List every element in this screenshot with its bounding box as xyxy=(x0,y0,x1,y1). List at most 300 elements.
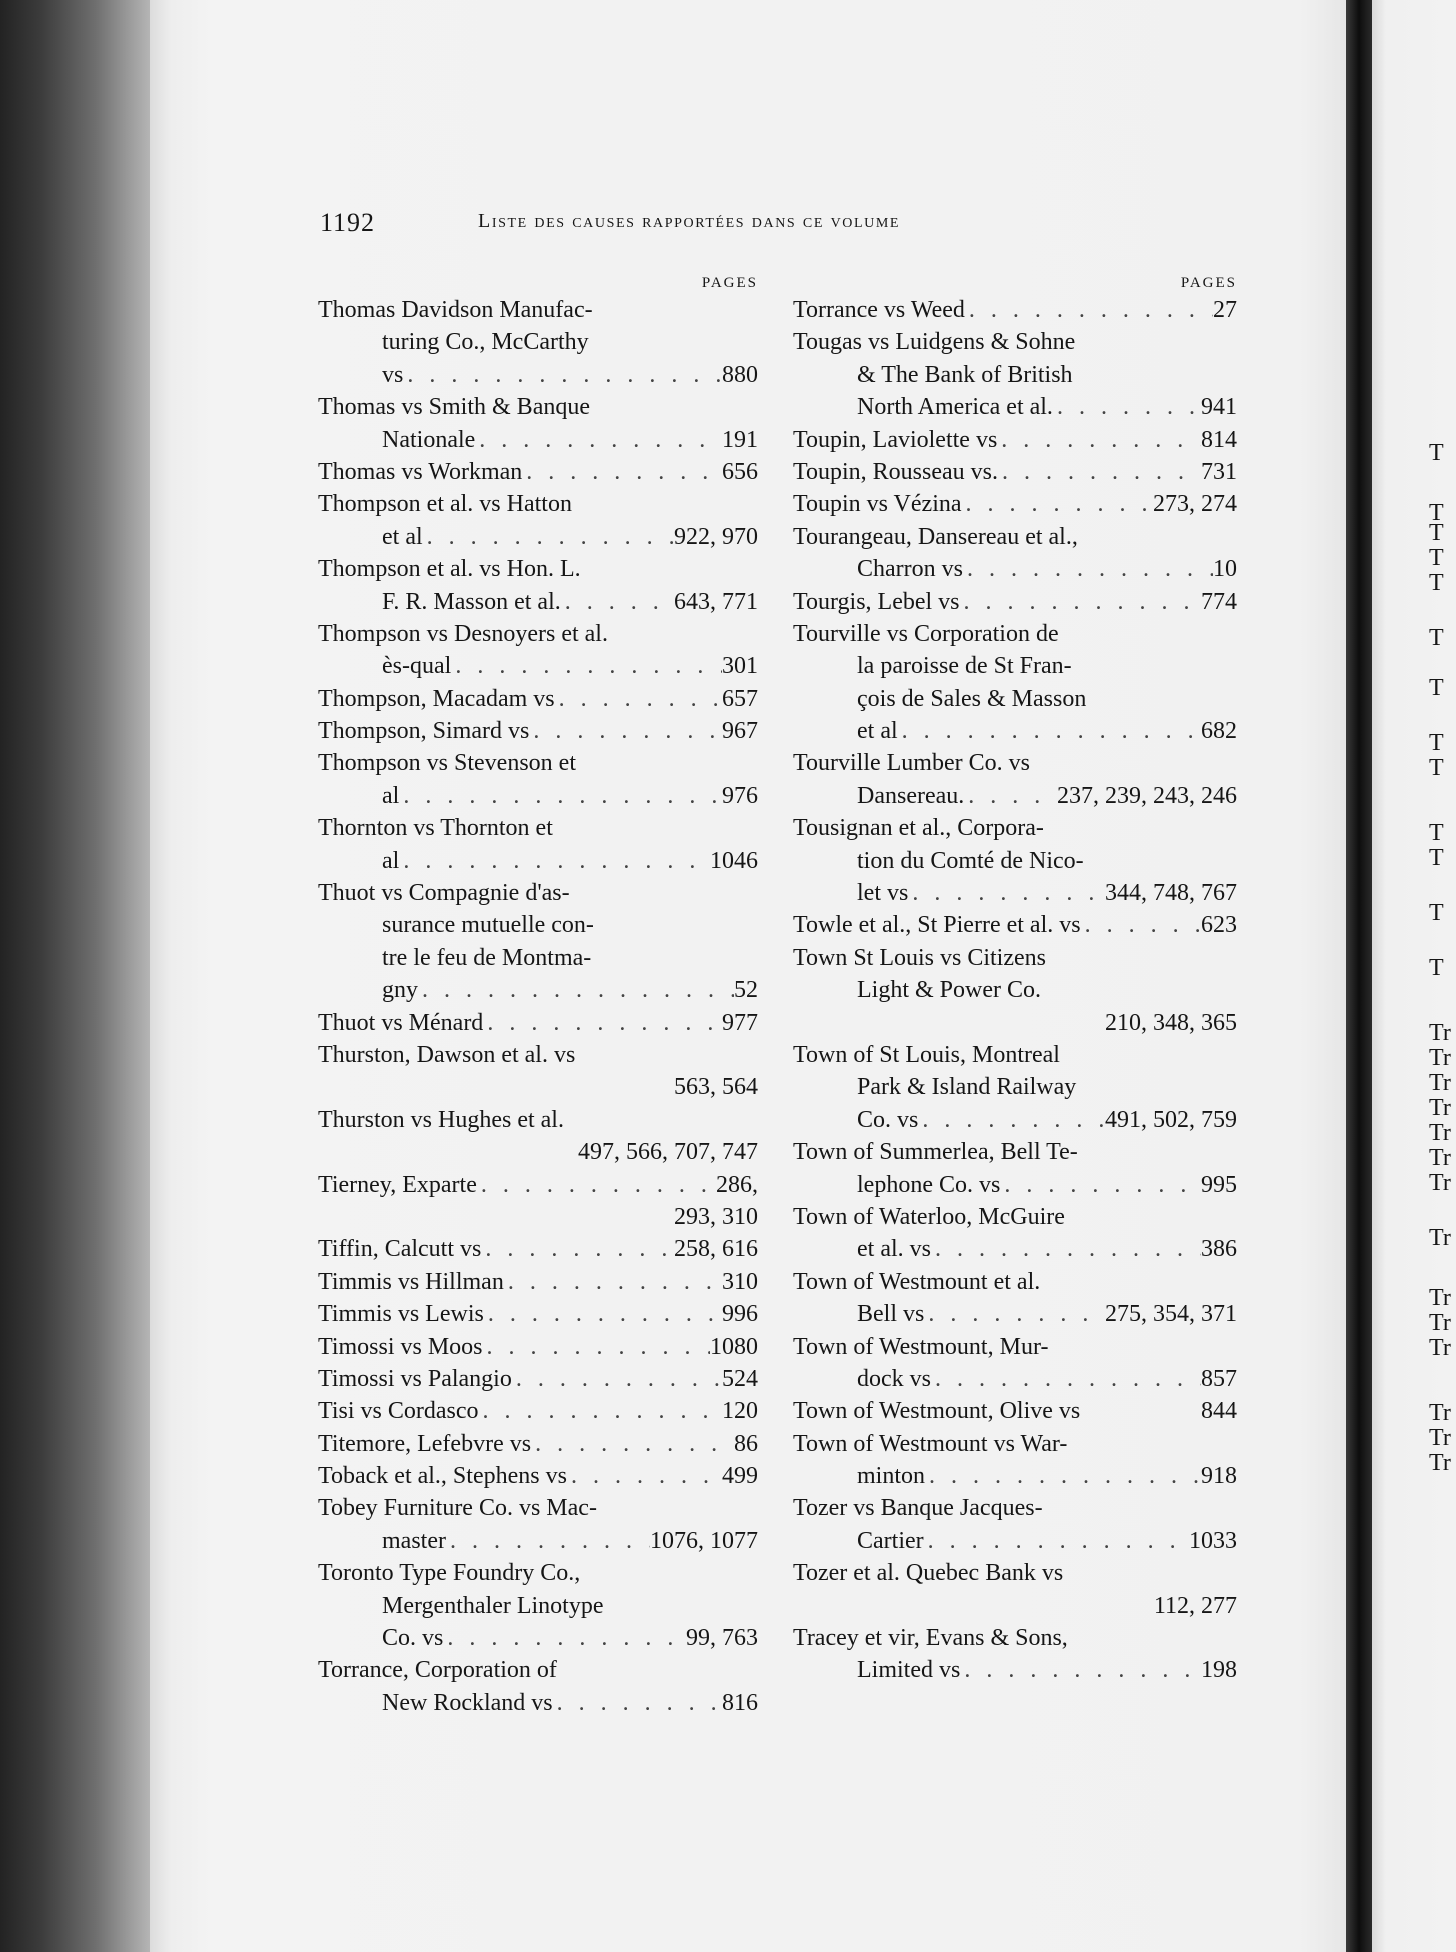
entry-title-line xyxy=(318,683,758,715)
entry-text: Nationale xyxy=(382,426,476,453)
entry-text: Thurston, Dawson et al. vs xyxy=(318,1041,576,1068)
entry-title-line xyxy=(793,294,1237,326)
entry-text: Toupin, Rousseau vs. xyxy=(793,458,998,485)
index-entry xyxy=(318,1363,758,1395)
entry-text: North America et al. xyxy=(857,394,1053,421)
index-column-left xyxy=(318,272,758,1719)
entry-text: Tousignan et al., Corpora- xyxy=(793,815,1044,842)
entry-text: Thomas vs Smith & Banque xyxy=(318,394,590,421)
entry-title-line xyxy=(318,715,758,747)
facing-page-letter: T xyxy=(1429,570,1444,596)
page-reference: 976 xyxy=(722,782,758,809)
entry-continuation-line xyxy=(318,780,758,812)
facing-page-letter: Tr xyxy=(1429,1095,1451,1121)
entry-title-line xyxy=(318,877,758,909)
index-entry xyxy=(318,391,758,456)
page-reference: 1080 xyxy=(710,1333,758,1360)
entry-text: al xyxy=(382,782,400,809)
entry-text: lephone Co. vs xyxy=(857,1171,1001,1198)
index-entry xyxy=(793,1557,1237,1622)
leader-dots xyxy=(567,1460,722,1492)
index-entry xyxy=(793,488,1237,520)
index-entry xyxy=(318,1169,758,1234)
index-entry xyxy=(318,715,758,747)
entry-text: tre le feu de Montma- xyxy=(382,944,592,971)
entry-pages-line xyxy=(793,1590,1237,1622)
entry-text: dock vs xyxy=(857,1365,931,1392)
index-entry xyxy=(793,456,1237,488)
entry-continuation-line xyxy=(793,1654,1237,1686)
entry-text: et al. vs xyxy=(857,1236,931,1263)
entry-text: al xyxy=(382,847,400,874)
entry-title-line xyxy=(793,1622,1237,1654)
entry-continuation-line xyxy=(793,877,1237,909)
entry-continuation-line xyxy=(793,1460,1237,1492)
entry-text: Toronto Type Foundry Co., xyxy=(318,1560,581,1587)
entry-text: Tourgis, Lebel vs xyxy=(793,588,960,615)
entry-title-line xyxy=(793,909,1237,941)
page-reference: 880 xyxy=(722,361,758,388)
page-reference: 275, 354, 371 xyxy=(1105,1301,1237,1328)
entry-text: Town of Westmount et al. xyxy=(793,1268,1041,1295)
entry-title-line xyxy=(318,1039,758,1071)
entry-text: Tougas vs Luidgens & Sohne xyxy=(793,329,1076,356)
facing-page-fragments xyxy=(1429,400,1456,1700)
index-entry xyxy=(318,456,758,488)
entry-title-line xyxy=(318,1654,758,1686)
leader-dots xyxy=(965,294,1213,326)
entry-text: Limited vs xyxy=(857,1657,961,1684)
entry-pages-line xyxy=(318,1071,758,1103)
entry-continuation-line xyxy=(318,650,758,682)
facing-page-letter: Tr xyxy=(1429,1020,1451,1046)
index-entry xyxy=(793,294,1237,326)
page-reference: 524 xyxy=(722,1365,758,1392)
leader-dots xyxy=(529,715,722,747)
entry-text: Tracey et vir, Evans & Sons, xyxy=(793,1625,1068,1652)
entry-text: Thompson, Macadam vs xyxy=(318,685,555,712)
entry-text: Bell vs xyxy=(857,1301,925,1328)
entry-text: Thompson, Simard vs xyxy=(318,718,530,745)
entry-title-line xyxy=(318,1266,758,1298)
entry-text: Tobey Furniture Co. vs Mac- xyxy=(318,1495,597,1522)
entry-title-line xyxy=(793,521,1237,553)
entry-title-line xyxy=(793,456,1237,488)
entry-continuation-line xyxy=(318,359,758,391)
leader-dots xyxy=(512,1363,722,1395)
leader-dots xyxy=(484,1298,722,1330)
index-entry xyxy=(318,1557,758,1654)
index-entry xyxy=(793,942,1237,1039)
facing-page-letter: Tr xyxy=(1429,1450,1451,1476)
entry-text: minton xyxy=(857,1463,926,1490)
entry-text: Timossi vs Palangio xyxy=(318,1365,512,1392)
leader-dots xyxy=(531,1428,734,1460)
entry-title-line xyxy=(793,326,1237,358)
entry-text: Thurston vs Hughes et al. xyxy=(318,1106,564,1133)
page-reference: 731 xyxy=(1201,458,1237,485)
page-reference: 258, 616 xyxy=(674,1236,758,1263)
entry-text: Dansereau. xyxy=(857,782,965,809)
leader-dots xyxy=(925,1460,1201,1492)
leader-dots xyxy=(451,650,722,682)
page-reference: 563, 564 xyxy=(674,1074,758,1101)
leader-dots xyxy=(478,1395,722,1427)
page-reference: 1033 xyxy=(1189,1527,1237,1554)
leader-dots xyxy=(504,1266,722,1298)
index-entry xyxy=(318,1395,758,1427)
leader-dots xyxy=(924,1298,1105,1330)
page-header xyxy=(320,208,1080,244)
facing-page-letter: Tr xyxy=(1429,1120,1451,1146)
leader-dots xyxy=(446,1525,650,1557)
page-reference: 857 xyxy=(1201,1365,1237,1392)
entry-continuation-line xyxy=(793,1104,1237,1136)
entry-text: gny xyxy=(382,977,418,1004)
index-entry xyxy=(318,1266,758,1298)
leader-dots xyxy=(962,488,1153,520)
page-reference: 491, 502, 759 xyxy=(1105,1106,1237,1133)
entry-text: Tourangeau, Dansereau et al., xyxy=(793,523,1078,550)
facing-page-letter: T xyxy=(1429,845,1444,871)
entry-text: Thompson vs Desnoyers et al. xyxy=(318,620,608,647)
index-entry xyxy=(793,1266,1237,1331)
entry-text: Town of Westmount vs War- xyxy=(793,1430,1068,1457)
page-reference: 210, 348, 365 xyxy=(1105,1009,1237,1036)
entry-continuation-line xyxy=(318,586,758,618)
entry-continuation-line xyxy=(793,683,1237,715)
entry-continuation-line xyxy=(793,553,1237,585)
index-entry xyxy=(318,877,758,1007)
entry-pages-line xyxy=(318,1136,758,1168)
entry-continuation-line xyxy=(318,1590,758,1622)
leader-dots xyxy=(997,424,1201,456)
index-entry xyxy=(793,909,1237,941)
index-entry xyxy=(318,1460,758,1492)
page-reference: 191 xyxy=(722,426,758,453)
entry-list-left xyxy=(318,294,758,1719)
leader-dots xyxy=(555,683,722,715)
entry-text: Light & Power Co. xyxy=(857,977,1041,1004)
entry-text: la paroisse de St Fran- xyxy=(857,653,1072,680)
entry-text: Town of Summerlea, Bell Te- xyxy=(793,1139,1078,1166)
entry-title-line xyxy=(318,488,758,520)
entry-text: Park & Island Railway xyxy=(857,1074,1077,1101)
index-entry xyxy=(318,294,758,391)
entry-continuation-line xyxy=(793,391,1237,423)
leader-dots xyxy=(1053,391,1201,423)
page-reference: 386 xyxy=(1201,1236,1237,1263)
entry-title-line xyxy=(793,1428,1237,1460)
entry-continuation-line xyxy=(318,326,758,358)
facing-page-letter: T xyxy=(1429,955,1444,981)
entry-continuation-line xyxy=(318,521,758,553)
entry-title-line xyxy=(318,1298,758,1330)
facing-page-letter: T xyxy=(1429,730,1444,756)
entry-text: Thomas Davidson Manufac- xyxy=(318,297,593,323)
entry-text: Tourville vs Corporation de xyxy=(793,620,1059,647)
entry-text: Tierney, Exparte xyxy=(318,1171,477,1198)
entry-text: Thomas vs Workman xyxy=(318,458,523,485)
entry-continuation-line xyxy=(318,845,758,877)
index-entry xyxy=(318,1039,758,1104)
facing-page-letter: T xyxy=(1429,440,1444,466)
entry-continuation-line xyxy=(793,845,1237,877)
entry-text: Timmis vs Lewis xyxy=(318,1301,484,1328)
entry-title-line xyxy=(793,586,1237,618)
entry-continuation-line xyxy=(793,359,1237,391)
entry-title-line xyxy=(318,1233,758,1265)
entry-text: Tozer vs Banque Jacques- xyxy=(793,1495,1043,1522)
index-column-right xyxy=(793,272,1237,1687)
page-reference: 344, 748, 767 xyxy=(1105,880,1237,907)
leader-dots xyxy=(403,359,722,391)
entry-title-line xyxy=(793,1201,1237,1233)
index-entry xyxy=(793,1428,1237,1493)
entry-title-line xyxy=(318,1007,758,1039)
entry-text: Torrance vs Weed xyxy=(793,297,965,323)
entry-continuation-line xyxy=(318,1622,758,1654)
leader-dots xyxy=(481,1233,674,1265)
entry-title-line xyxy=(793,747,1237,779)
facing-page-letter: T xyxy=(1429,900,1444,926)
entry-text: Tiffin, Calcutt vs xyxy=(318,1236,482,1263)
entry-text: Timossi vs Moos xyxy=(318,1333,483,1360)
entry-continuation-line xyxy=(793,780,1237,812)
book-gutter xyxy=(1346,0,1372,1952)
facing-page-letter: Tr xyxy=(1429,1285,1451,1311)
page-reference: 499 xyxy=(722,1463,758,1490)
entry-title-line xyxy=(318,812,758,844)
entry-text: Tourville Lumber Co. vs xyxy=(793,750,1030,777)
entry-text: Tozer et al. Quebec Bank vs xyxy=(793,1560,1064,1587)
entry-title-line xyxy=(793,942,1237,974)
facing-page-letter: Tr xyxy=(1429,1335,1451,1361)
page-reference: 967 xyxy=(722,718,758,745)
page-reference: 643, 771 xyxy=(674,588,758,615)
entry-continuation-line xyxy=(318,909,758,941)
entry-title-line xyxy=(793,1039,1237,1071)
entry-title-line xyxy=(793,1331,1237,1363)
index-entry xyxy=(793,1331,1237,1396)
entry-continuation-line xyxy=(318,974,758,1006)
leader-dots xyxy=(963,553,1213,585)
index-entry xyxy=(318,1007,758,1039)
facing-page-letter: Tr xyxy=(1429,1225,1451,1251)
facing-page-letter: T xyxy=(1429,820,1444,846)
page-reference: 941 xyxy=(1201,394,1237,421)
page-reference: 977 xyxy=(722,1009,758,1036)
leader-dots xyxy=(960,586,1201,618)
leader-dots xyxy=(960,1654,1201,1686)
entry-text: 286, xyxy=(716,1171,758,1198)
entry-title-line xyxy=(318,747,758,779)
leader-dots xyxy=(908,877,1105,909)
page-reference: 52 xyxy=(734,977,758,1004)
page-reference: 996 xyxy=(722,1301,758,1328)
entry-text: Toupin, Laviolette vs xyxy=(793,426,998,453)
entry-title-line xyxy=(318,391,758,423)
index-entry xyxy=(793,1201,1237,1266)
leader-dots xyxy=(483,1007,722,1039)
leader-dots xyxy=(924,1525,1189,1557)
leader-dots xyxy=(918,1104,1105,1136)
page-reference: 774 xyxy=(1201,588,1237,615)
page-reference: 99, 763 xyxy=(686,1625,758,1652)
page-reference: 301 xyxy=(722,653,758,680)
facing-page-letter: T xyxy=(1429,755,1444,781)
leader-dots xyxy=(475,424,722,456)
facing-page-letter: Tr xyxy=(1429,1170,1451,1196)
entry-text: Charron vs xyxy=(857,556,963,583)
entry-title-line xyxy=(318,1395,758,1427)
index-entry xyxy=(318,1492,758,1557)
page-reference: 918 xyxy=(1201,1463,1237,1490)
entry-text: Thornton vs Thornton et xyxy=(318,815,553,842)
entry-text: vs xyxy=(382,361,404,388)
entry-text: Town of St Louis, Montreal xyxy=(793,1041,1060,1068)
entry-continuation-line xyxy=(318,424,758,456)
facing-page-letter: Tr xyxy=(1429,1070,1451,1096)
entry-text: Thompson et al. vs Hon. L. xyxy=(318,556,581,583)
entry-text: ès-qual xyxy=(382,653,452,680)
entry-continuation-line xyxy=(793,715,1237,747)
entry-text: Toupin vs Vézina xyxy=(793,491,962,518)
entry-text: Co. vs xyxy=(382,1625,444,1652)
index-entry xyxy=(318,1104,758,1169)
entry-text: Mergenthaler Linotype xyxy=(382,1592,604,1619)
entry-text: et al xyxy=(857,718,898,745)
entry-text: Thompson et al. vs Hatton xyxy=(318,491,572,518)
entry-continuation-line xyxy=(793,650,1237,682)
leader-dots xyxy=(561,586,674,618)
running-title: Liste des causes rapportées dans ce volume xyxy=(478,210,901,232)
index-entry xyxy=(793,521,1237,586)
entry-text: Thuot vs Ménard xyxy=(318,1009,484,1036)
index-entry xyxy=(318,812,758,877)
index-entry xyxy=(793,586,1237,618)
index-entry xyxy=(793,1622,1237,1687)
entry-continuation-line xyxy=(318,1687,758,1719)
entry-text: Thompson vs Stevenson et xyxy=(318,750,576,777)
page-reference: 310 xyxy=(722,1268,758,1295)
page-reference: 1046 xyxy=(710,847,758,874)
index-entry xyxy=(793,1492,1237,1557)
entry-text: çois de Sales & Masson xyxy=(857,685,1087,712)
entry-continuation-line xyxy=(793,1169,1237,1201)
page-reference: 656 xyxy=(722,458,758,485)
leader-dots xyxy=(423,521,674,553)
index-entry xyxy=(318,553,758,618)
entry-title-line xyxy=(318,1363,758,1395)
facing-page-letter: Tr xyxy=(1429,1045,1451,1071)
entry-text: & The Bank of British xyxy=(857,361,1073,388)
leader-dots xyxy=(553,1687,722,1719)
entry-text: Tisi vs Cordasco xyxy=(318,1398,479,1425)
page-reference: 293, 310 xyxy=(674,1203,758,1230)
entry-text: Towle et al., St Pierre et al. vs xyxy=(793,912,1081,939)
entry-title-line xyxy=(318,1169,758,1201)
page-reference: 623 xyxy=(1201,912,1237,939)
entry-text: Town of Westmount, Mur- xyxy=(793,1333,1049,1360)
entry-title-line xyxy=(793,1492,1237,1524)
leader-dots xyxy=(998,456,1201,488)
index-entry xyxy=(318,747,758,812)
entry-text: Thuot vs Compagnie d'as- xyxy=(318,880,570,907)
entry-continuation-line xyxy=(793,1233,1237,1265)
index-entry xyxy=(318,488,758,553)
entry-title-line xyxy=(793,1266,1237,1298)
entry-text: master xyxy=(382,1527,446,1554)
entry-continuation-line xyxy=(318,1525,758,1557)
entry-title-line xyxy=(318,456,758,488)
entry-title-line xyxy=(793,812,1237,844)
index-entry xyxy=(318,1331,758,1363)
leader-dots xyxy=(931,1363,1201,1395)
entry-title-line xyxy=(318,294,758,326)
entry-continuation-line xyxy=(793,1298,1237,1330)
leader-dots xyxy=(443,1622,686,1654)
leader-dots xyxy=(964,780,1057,812)
page-reference: 682 xyxy=(1201,718,1237,745)
leader-dots xyxy=(399,845,710,877)
book-spine-left xyxy=(0,0,150,1952)
index-entry xyxy=(318,1233,758,1265)
entry-list-right xyxy=(793,294,1237,1687)
entry-continuation-line xyxy=(793,1363,1237,1395)
entry-pages-line xyxy=(318,1201,758,1233)
facing-page-letter: Tr xyxy=(1429,1310,1451,1336)
facing-page-letter: Tr xyxy=(1429,1425,1451,1451)
page-reference: 198 xyxy=(1201,1657,1237,1684)
page-reference: 10 xyxy=(1213,556,1237,583)
entry-title-line xyxy=(318,553,758,585)
entry-text: Cartier xyxy=(857,1527,924,1554)
index-entry xyxy=(793,326,1237,423)
entry-text: Titemore, Lefebvre vs xyxy=(318,1430,532,1457)
entry-title-line xyxy=(793,424,1237,456)
entry-title-line xyxy=(318,1428,758,1460)
index-entry xyxy=(793,812,1237,909)
entry-text: Timmis vs Hillman xyxy=(318,1268,504,1295)
entry-title-line xyxy=(318,1460,758,1492)
entry-title-line xyxy=(318,1557,758,1589)
entry-text: Torrance, Corporation of xyxy=(318,1657,557,1684)
pages-column-label: PAGES xyxy=(1180,275,1237,291)
page-reference: 844 xyxy=(1201,1398,1237,1425)
index-entry xyxy=(793,1039,1237,1136)
entry-text: let vs xyxy=(857,880,909,907)
index-entry xyxy=(793,1136,1237,1201)
entry-text: tion du Comté de Nico- xyxy=(857,847,1084,874)
facing-page-letter: Tr xyxy=(1429,1145,1451,1171)
entry-continuation-line xyxy=(318,942,758,974)
entry-continuation-line xyxy=(793,1525,1237,1557)
entry-title-line xyxy=(793,1395,1237,1427)
entry-continuation-line xyxy=(793,974,1237,1006)
entry-text: Town of Waterloo, McGuire xyxy=(793,1203,1065,1230)
entry-text: Co. vs xyxy=(857,1106,919,1133)
entry-title-line xyxy=(793,618,1237,650)
entry-text: surance mutuelle con- xyxy=(382,912,594,939)
entry-title-line xyxy=(318,1104,758,1136)
index-entry xyxy=(318,618,758,683)
index-entry xyxy=(318,1654,758,1719)
entry-pages-line xyxy=(793,1007,1237,1039)
leader-dots xyxy=(898,715,1201,747)
facing-page-letter: T xyxy=(1429,675,1444,701)
leader-dots xyxy=(1000,1169,1201,1201)
